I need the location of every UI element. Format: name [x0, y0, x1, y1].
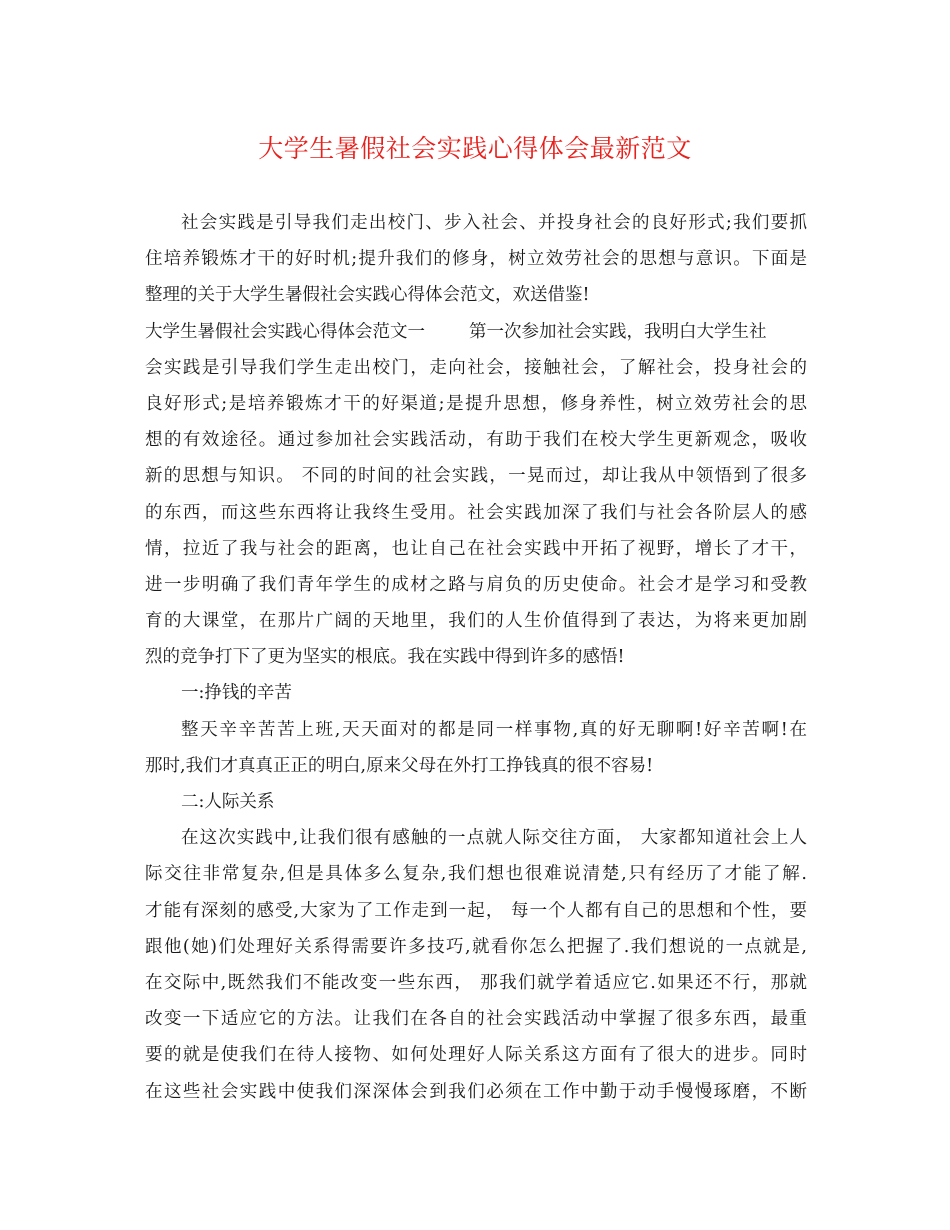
document-body [145, 205, 807, 1110]
paragraph-line: 在交际中,既然我们不能改变一些东西， 那我们就学着适应它.如果还不行，那就 [145, 972, 807, 993]
paragraph-line: 际交往非常复杂,但是具体多么复杂,我们想也很难说清楚,只有经历了才能了解. [145, 864, 807, 885]
paragraph-line: 要的就是使我们在待人接物、如何处理好人际关系这方面有了很大的进步。同时 [145, 1045, 807, 1066]
paragraph-text: 第一次参加社会实践，我明白大学生社 [469, 321, 767, 342]
paragraph-line: 育的大课堂，在那片广阔的天地里，我们的人生价值得到了表达，为将来更加剧 [145, 611, 807, 632]
paragraph-line: 烈的竞争打下了更为坚实的根底。我在实践中得到许多的感悟! [145, 647, 625, 668]
section-heading: 二:人际关系 [181, 792, 275, 812]
paragraph-line: 才能有深刻的感受,大家为了工作走到一起， 每一个人都有自己的思想和个性，要 [145, 900, 807, 921]
paragraph-line: 在这次实践中,让我们很有感触的一点就人际交往方面， 大家都知道社会上人 [181, 828, 807, 849]
paragraph-line: 的东西，而这些东西将让我终生受用。社会实践加深了我们与社会各阶层人的感 [145, 502, 807, 523]
paragraph-line: 改变一下适应它的方法。让我们在各自的社会实践活动中掌握了很多东西，最重 [145, 1009, 807, 1030]
paragraph-line: 会实践是引导我们学生走出校门，走向社会，接触社会，了解社会，投身社会的 [145, 357, 807, 378]
page-title: 大学生暑假社会实践心得体会最新范文 [258, 134, 692, 163]
paragraph-line: 进一步明确了我们青年学生的成材之路与肩负的历史使命。社会才是学习和受教 [145, 574, 807, 595]
paragraph-line: 社会实践是引导我们走出校门、步入社会、并投身社会的良好形式;我们要抓 [181, 213, 807, 233]
paragraph-line: 那时,我们才真真正正的明白,原来父母在外打工挣钱真的很不容易! [145, 755, 654, 776]
section-heading: 大学生暑假社会实践心得体会范文一 [145, 321, 425, 342]
paragraph-line: 在这些社会实践中使我们深深体会到我们必须在工作中勤于动手慢慢琢磨，不断 [145, 1081, 807, 1102]
paragraph-line: 想的有效途径。通过参加社会实践活动，有助于我们在校大学生更新观念，吸收 [145, 430, 807, 451]
paragraph-line: 情，拉近了我与社会的距离，也让自己在社会实践中开拓了视野，增长了才干， [145, 538, 807, 559]
paragraph-line: 整理的关于大学生暑假社会实践心得体会范文，欢送借鉴! [145, 285, 590, 306]
paragraph-line: 整天辛辛苦苦上班,天天面对的都是同一样事物,真的好无聊啊!好辛苦啊!在 [181, 719, 807, 740]
paragraph-line-with-heading [145, 314, 807, 350]
section-heading: 一:挣钱的辛苦 [181, 683, 292, 704]
paragraph-line: 新的思想与知识。 不同的时间的社会实践，一晃而过，却让我从中领悟到了很多 [145, 466, 807, 487]
paragraph-line: 良好形式;是培养锻炼才干的好渠道;是提升思想，修身养性，树立效劳社会的思 [145, 393, 807, 414]
paragraph-line: 住培养锻炼才干的好时机;提升我们的修身，树立效劳社会的思想与意识。下面是 [145, 249, 807, 270]
paragraph-line: 跟他(她)们处理好关系得需要许多技巧,就看你怎么把握了.我们想说的一点就是, [145, 936, 807, 957]
